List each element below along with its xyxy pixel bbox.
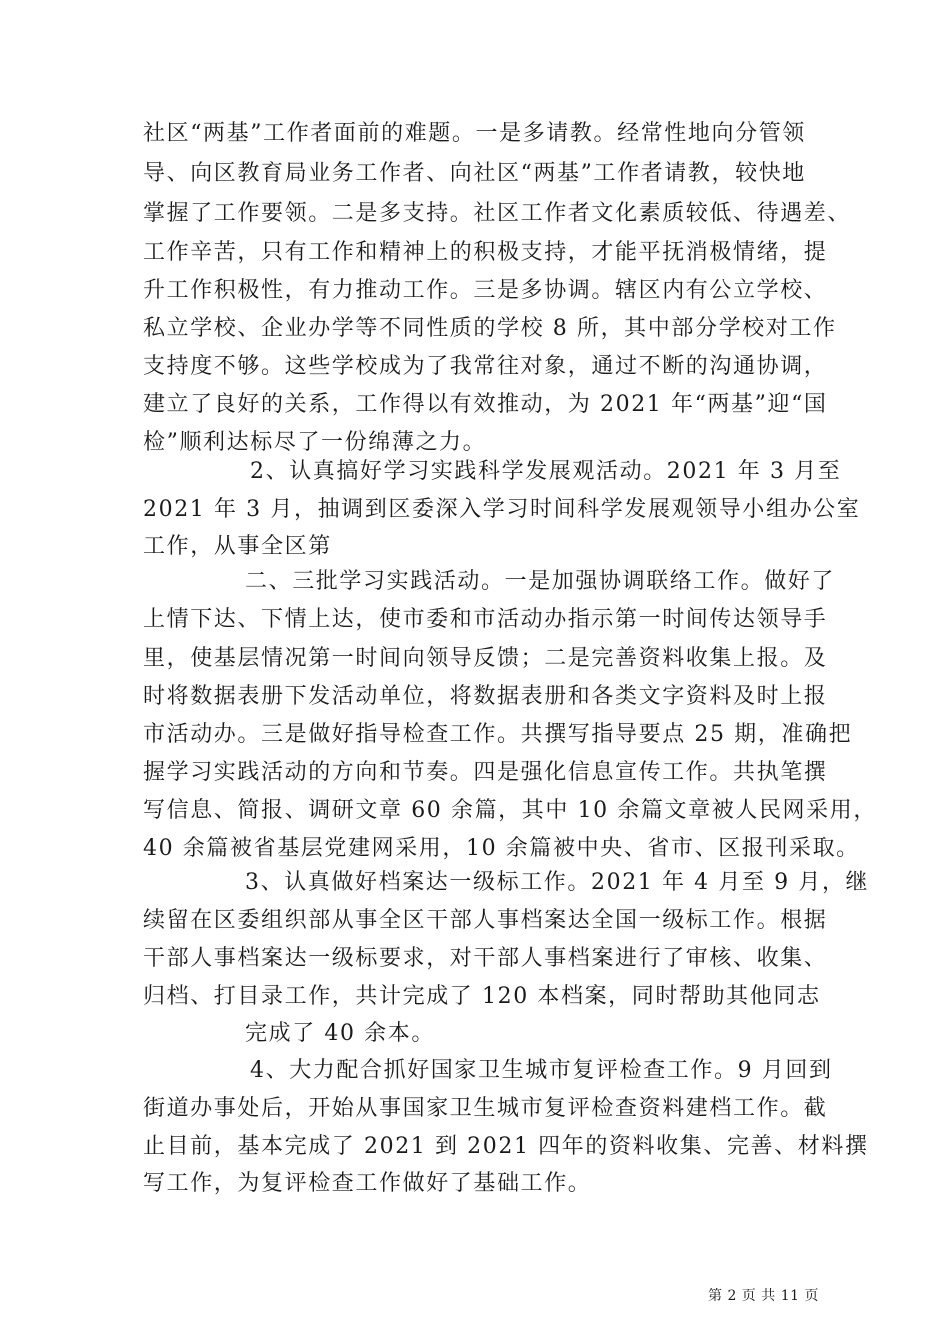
- body-line: 升工作积极性，有力推动工作。三是多协调。辖区内有公立学校、: [143, 278, 828, 303]
- body-line: 续留在区委组织部从事全区干部人事档案达全国一级标工作。根据: [143, 908, 828, 933]
- body-line: 40 余篇被省基层党建网采用，10 余篇被中央、省市、区报刊采取。: [143, 836, 860, 861]
- paragraph-3-heading-line: 3、认真做好档案达一级标工作。2021 年 4 月至 9 月，继: [245, 870, 870, 895]
- body-line: 归档、打目录工作，共计完成了 120 本档案，同时帮助其他同志: [143, 984, 821, 1009]
- body-line: 里，使基层情况第一时间向领导反馈；二是完善资料收集上报。及: [143, 646, 828, 671]
- body-line: 完成了 40 余本。: [245, 1021, 435, 1046]
- body-line: 工作，从事全区第: [143, 534, 332, 559]
- page-number-footer: 第 2 页 共 11 页: [708, 1288, 819, 1304]
- paragraph-4-heading-line: 4、大力配合抓好国家卫生城市复评检查工作。9 月回到: [250, 1058, 833, 1083]
- body-line: 导、向区教育局业务工作者、向社区“两基”工作者请教，较快地: [143, 161, 806, 186]
- body-line: 市活动办。三是做好指导检查工作。共撰写指导要点 25 期，准确把: [143, 722, 853, 747]
- body-line: 写工作，为复评检查工作做好了基础工作。: [143, 1171, 592, 1196]
- body-line: 支持度不够。这些学校成为了我常往对象，通过不断的沟通协调，: [143, 354, 828, 379]
- body-line: 时将数据表册下发活动单位，将数据表册和各类文字资料及时上报: [143, 684, 828, 709]
- body-line: 建立了良好的关系，工作得以有效推动，为 2021 年“两基”迎“国: [143, 392, 828, 417]
- body-line: 2021 年 3 月，抽调到区委深入学习时间科学发展观领导小组办公室: [143, 497, 861, 522]
- body-line: 写信息、简报、调研文章 60 余篇，其中 10 余篇文章被人民网采用，: [143, 798, 877, 823]
- body-line: 掌握了工作要领。二是多支持。社区工作者文化素质较低、待遇差、: [143, 201, 852, 226]
- body-line: 工作辛苦，只有工作和精神上的积极支持，才能平抚消极情绪，提: [143, 240, 828, 265]
- body-line: 检”顺利达标尽了一份绵薄之力。: [143, 430, 487, 455]
- body-line: 街道办事处后，开始从事国家卫生城市复评检查资料建档工作。截: [143, 1096, 828, 1121]
- body-line: 社区“两基”工作者面前的难题。一是多请教。经常性地向分管领: [143, 121, 806, 146]
- body-line: 私立学校、企业办学等不同性质的学校 8 所，其中部分学校对工作: [143, 316, 837, 341]
- body-line: 上情下达、下情上达，使市委和市活动办指示第一时间传达领导手: [143, 607, 828, 632]
- body-line: 干部人事档案达一级标要求，对干部人事档案进行了审核、收集、: [143, 946, 828, 971]
- section-two-heading-line: 二、三批学习实践活动。一是加强协调联络工作。做好了: [245, 569, 836, 594]
- body-line: 止目前，基本完成了 2021 到 2021 四年的资料收集、完善、材料撰: [143, 1134, 869, 1159]
- paragraph-2-heading-line: 2、认真搞好学习实践科学发展观活动。2021 年 3 月至: [250, 459, 842, 484]
- body-line: 握学习实践活动的方向和节奏。四是强化信息宣传工作。共执笔撰: [143, 760, 828, 785]
